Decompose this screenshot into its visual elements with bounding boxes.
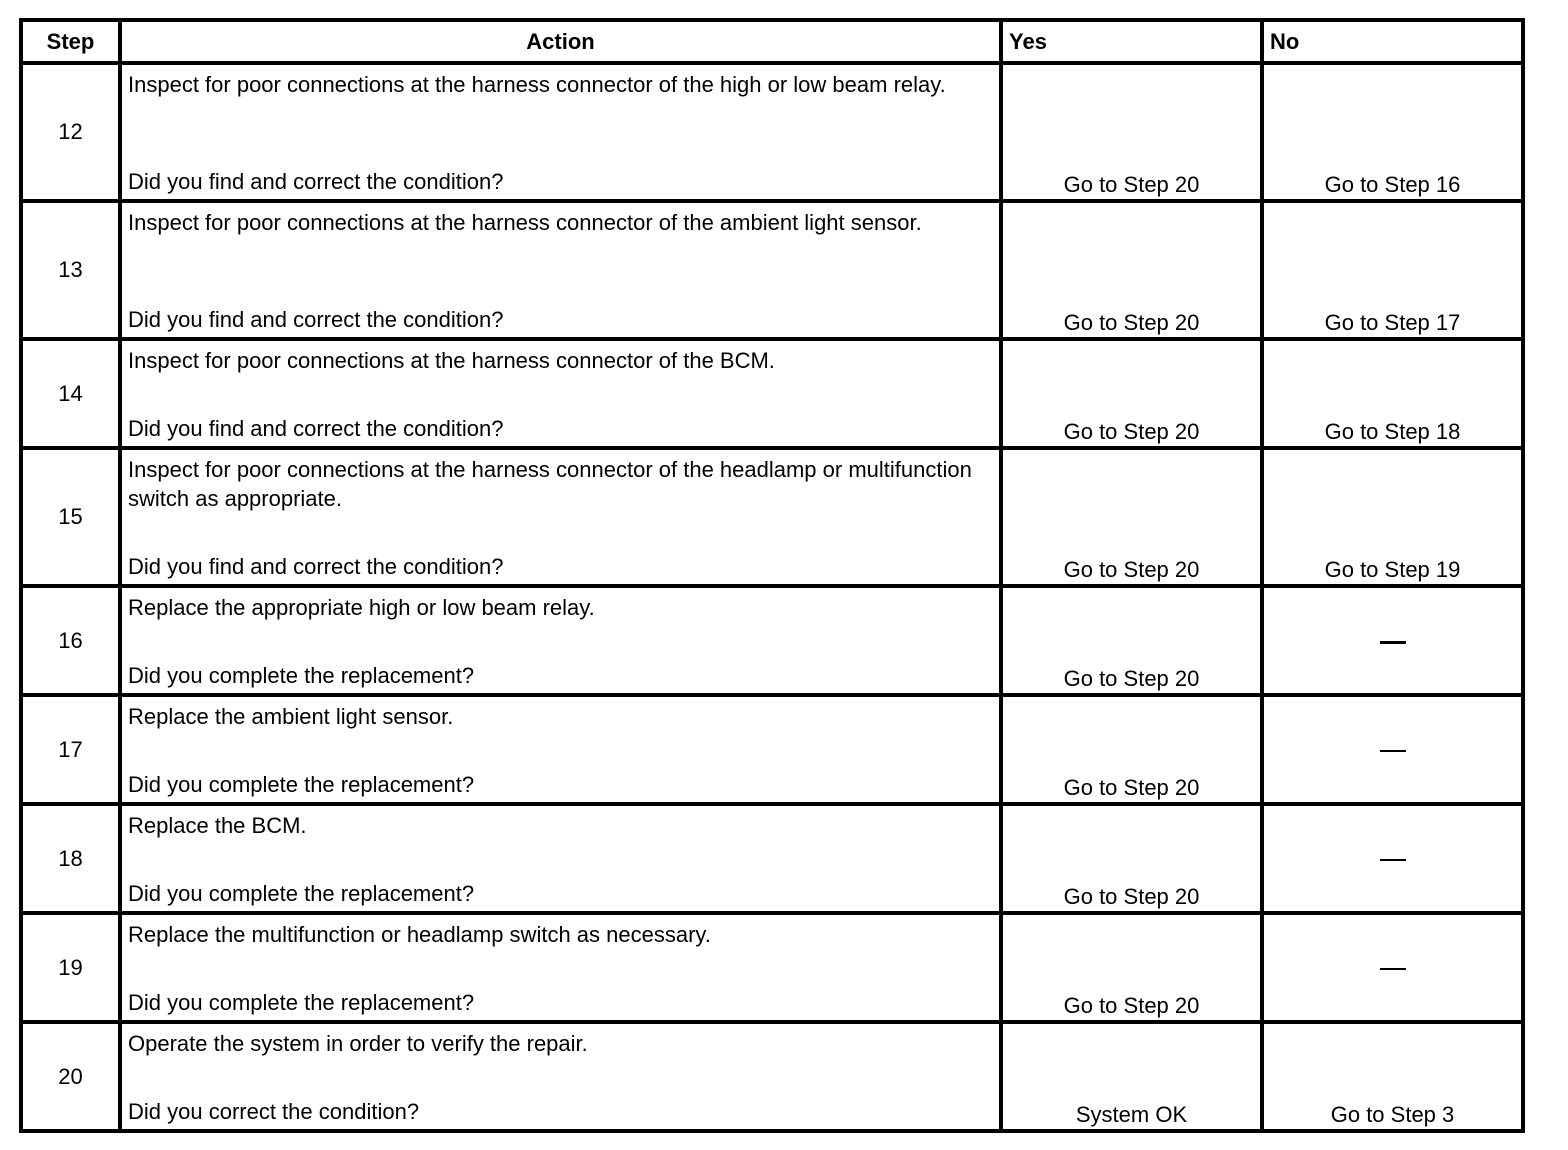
header-no: No	[1262, 20, 1523, 63]
action-question: Did you complete the replacement?	[128, 663, 475, 688]
action-cell	[120, 695, 1001, 804]
table-row	[21, 804, 1523, 913]
yes-result: Go to Step 20	[1001, 448, 1262, 586]
step-number: 19	[21, 913, 120, 1022]
action-instruction: Inspect for poor connections at the harness connector of the high or low beam relay.	[128, 72, 946, 97]
table-header	[21, 20, 1523, 63]
no-result: Go to Step 19	[1262, 448, 1523, 586]
action-question: Did you find and correct the condition?	[128, 169, 504, 194]
dash-mark	[1380, 968, 1406, 970]
yes-result: System OK	[1001, 1022, 1262, 1131]
action-question: Did you complete the replacement?	[128, 990, 475, 1015]
yes-result: Go to Step 20	[1001, 201, 1262, 339]
header-action: Action	[120, 20, 1001, 63]
step-number: 12	[21, 63, 120, 201]
no-result	[1262, 586, 1523, 695]
table-row	[21, 586, 1523, 695]
no-result: Go to Step 16	[1262, 63, 1523, 201]
action-instruction: Operate the system in order to verify the repair.	[128, 1031, 588, 1056]
diagnostic-steps-table	[19, 18, 1525, 1133]
action-question: Did you find and correct the condition?	[128, 416, 504, 441]
action-cell	[120, 339, 1001, 448]
action-instruction: Inspect for poor connections at the harness connector of the BCM.	[128, 348, 775, 373]
action-question: Did you complete the replacement?	[128, 881, 475, 906]
header-row	[21, 20, 1523, 63]
action-instruction: Replace the appropriate high or low beam relay.	[128, 595, 595, 620]
step-number: 20	[21, 1022, 120, 1131]
action-cell	[120, 201, 1001, 339]
yes-result: Go to Step 20	[1001, 339, 1262, 448]
no-result: Go to Step 17	[1262, 201, 1523, 339]
no-result	[1262, 913, 1523, 1022]
header-yes: Yes	[1001, 20, 1262, 63]
no-result: Go to Step 3	[1262, 1022, 1523, 1131]
table-row	[21, 339, 1523, 448]
action-instruction: Replace the ambient light sensor.	[128, 704, 454, 729]
yes-result: Go to Step 20	[1001, 913, 1262, 1022]
table-row	[21, 63, 1523, 201]
dash-mark	[1380, 641, 1406, 644]
action-cell	[120, 1022, 1001, 1131]
action-instruction: Inspect for poor connections at the harness connector of the headlamp or multifunction switch as appropriate.	[128, 457, 972, 511]
action-cell	[120, 63, 1001, 201]
no-result	[1262, 804, 1523, 913]
step-number: 17	[21, 695, 120, 804]
step-number: 18	[21, 804, 120, 913]
action-cell	[120, 586, 1001, 695]
action-instruction: Replace the multifunction or headlamp switch as necessary.	[128, 922, 711, 947]
action-cell	[120, 804, 1001, 913]
action-instruction: Inspect for poor connections at the harness connector of the ambient light sensor.	[128, 210, 922, 235]
table-row	[21, 695, 1523, 804]
no-result	[1262, 695, 1523, 804]
action-cell	[120, 448, 1001, 586]
dash-mark	[1380, 859, 1406, 861]
action-instruction: Replace the BCM.	[128, 813, 307, 838]
table-row	[21, 913, 1523, 1022]
table-row	[21, 201, 1523, 339]
action-question: Did you complete the replacement?	[128, 772, 475, 797]
step-number: 16	[21, 586, 120, 695]
step-number: 13	[21, 201, 120, 339]
table-row	[21, 448, 1523, 586]
table-row	[21, 1022, 1523, 1131]
dash-mark	[1380, 750, 1406, 752]
action-question: Did you find and correct the condition?	[128, 554, 504, 579]
yes-result: Go to Step 20	[1001, 804, 1262, 913]
yes-result: Go to Step 20	[1001, 63, 1262, 201]
yes-result: Go to Step 20	[1001, 586, 1262, 695]
yes-result: Go to Step 20	[1001, 695, 1262, 804]
step-number: 15	[21, 448, 120, 586]
action-question: Did you correct the condition?	[128, 1099, 420, 1124]
step-number: 14	[21, 339, 120, 448]
action-question: Did you find and correct the condition?	[128, 307, 504, 332]
action-cell	[120, 913, 1001, 1022]
table-body	[21, 63, 1523, 1131]
no-result: Go to Step 18	[1262, 339, 1523, 448]
header-step: Step	[21, 20, 120, 63]
